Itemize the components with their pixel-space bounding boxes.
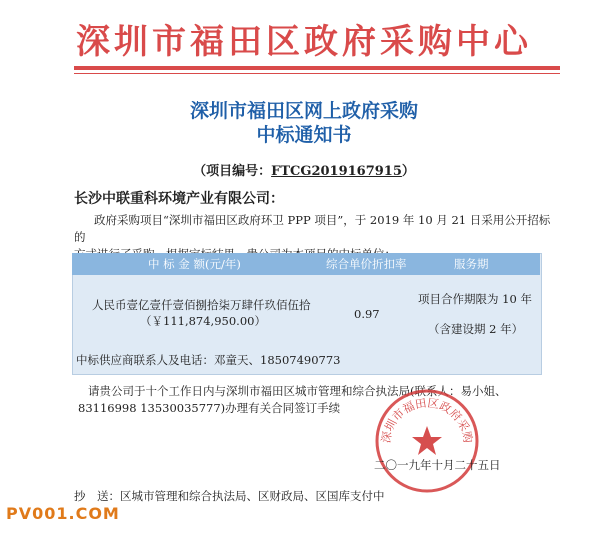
contact-info: 中标供应商联系人及电话：邓童天、18507490773 <box>76 353 341 367</box>
intro-line: 政府采购项目“深圳市福田区政府环卫 PPP 项目”，于 2019 年 10 月 21 日采用公开招标的 <box>74 213 551 244</box>
project-number-close: ） <box>401 164 415 179</box>
amount-words: 人民币壹亿壹仟壹佰捌拾柒万肆仟玖佰伍拾 <box>92 298 311 312</box>
notice-subtitle: 中标通知书 <box>256 124 352 146</box>
service-term: 项目合作期限为 10 年 <box>418 292 532 306</box>
issue-date: 二〇一九年十月二十五日 <box>374 458 501 472</box>
service-construction: （含建设期 2 年） <box>428 322 524 336</box>
amount-number: （￥111,874,950.00） <box>140 314 266 328</box>
header-discount: 综合单价折扣率 <box>326 257 407 271</box>
project-number-value: FTCG2019167915 <box>271 164 402 179</box>
project-number <box>0 160 608 179</box>
instruction-line: 83116998 13530035777)办理有关合同签订手续 <box>78 401 341 415</box>
cc-label: 抄 送： <box>74 489 120 503</box>
recipient-company: 长沙中联重科环境产业有限公司： <box>74 191 284 207</box>
project-number-label: （项目编号： <box>193 164 272 179</box>
header-rule-thin <box>74 73 560 74</box>
official-seal <box>372 386 482 500</box>
discount-rate: 0.97 <box>354 307 380 321</box>
site-watermark: PV001.COM <box>6 504 120 523</box>
notice-title: 深圳市福田区网上政府采购 <box>189 100 418 122</box>
cc-line <box>74 488 385 504</box>
header-service: 服务期 <box>454 257 489 271</box>
org-header: 深圳市福田区政府采购中心 <box>76 22 532 62</box>
instruction-line: 请贵公司于十个工作日内与深圳市福田区城市管理和综合执法局(联系人：易小姐、 <box>88 384 507 398</box>
cc-text: 区城市管理和综合执法局、区财政局、区国库支付中 <box>120 489 385 503</box>
seal-text: 深圳市福田区政府采购 <box>378 395 476 444</box>
header-amount: 中 标 金 额(元/年) <box>148 257 241 271</box>
header-rule <box>74 66 560 70</box>
